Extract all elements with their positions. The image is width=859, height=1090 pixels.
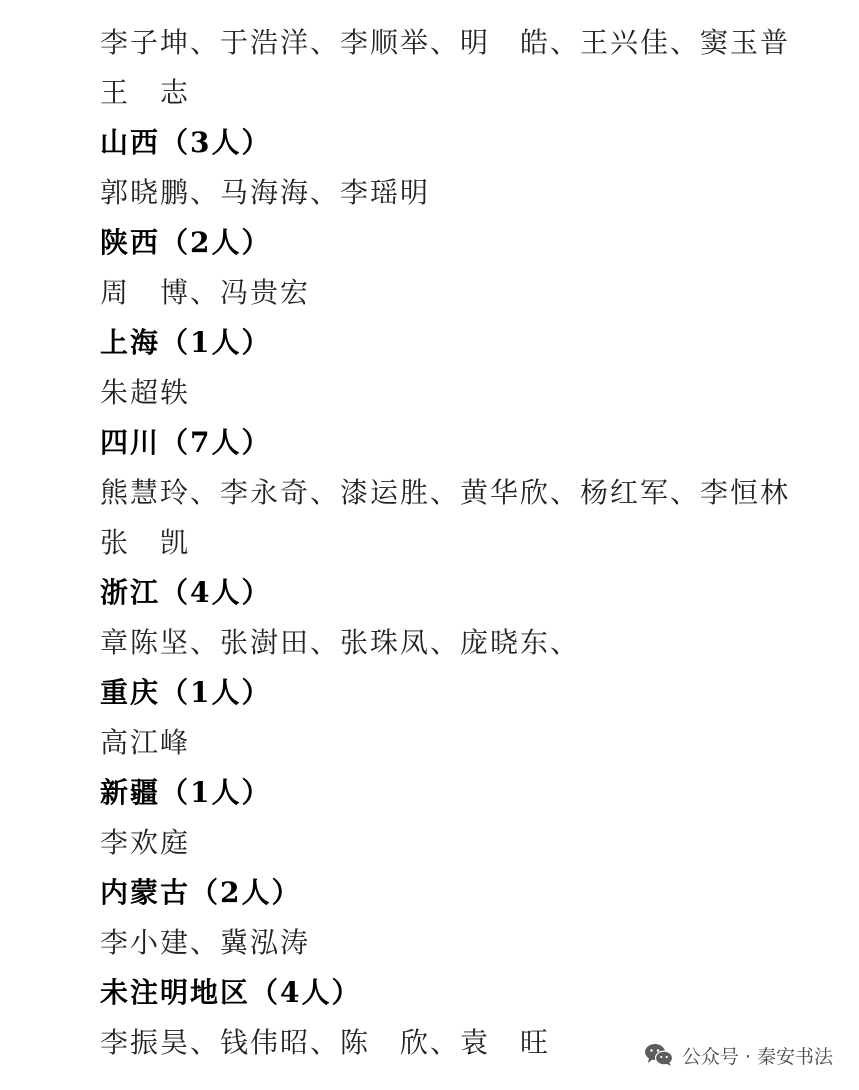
names-line: 朱超轶 xyxy=(100,376,191,409)
region-heading: 四川（7人） xyxy=(100,426,272,459)
names-line: 李子坤、于浩洋、李顺举、明 皓、王兴佳、窦玉普 xyxy=(100,26,791,59)
names-line: 熊慧玲、李永奇、漆运胜、黄华欣、杨红军、李恒林 xyxy=(100,476,791,509)
names-line: 李欢庭 xyxy=(100,826,191,859)
region-heading: 重庆（1人） xyxy=(100,676,272,709)
region-heading: 陕西（2人） xyxy=(100,226,272,259)
region-heading: 新疆（1人） xyxy=(100,776,272,809)
region-heading: 山西（3人） xyxy=(100,126,272,159)
names-line: 周 博、冯贵宏 xyxy=(100,276,311,309)
names-line: 李小建、冀泓涛 xyxy=(100,926,311,959)
names-line: 高江峰 xyxy=(100,726,191,759)
names-line: 郭晓鹏、马海海、李瑶明 xyxy=(100,176,431,209)
region-heading: 浙江（4人） xyxy=(100,576,272,609)
names-line: 章陈坚、张澍田、张珠凤、庞晓东、 xyxy=(100,626,581,659)
wechat-watermark xyxy=(644,1038,833,1072)
names-line: 李振昊、钱伟昭、陈 欣、袁 旺 xyxy=(100,1026,551,1059)
wechat-icon xyxy=(644,1042,674,1068)
names-line: 王 志 xyxy=(100,76,191,109)
watermark-text: 公众号 · 秦安书法 xyxy=(681,1045,833,1068)
region-heading: 未注明地区（4人） xyxy=(100,976,362,1009)
names-line: 张 凯 xyxy=(100,526,191,559)
region-heading: 内蒙古（2人） xyxy=(100,876,302,909)
region-heading: 上海（1人） xyxy=(100,326,272,359)
